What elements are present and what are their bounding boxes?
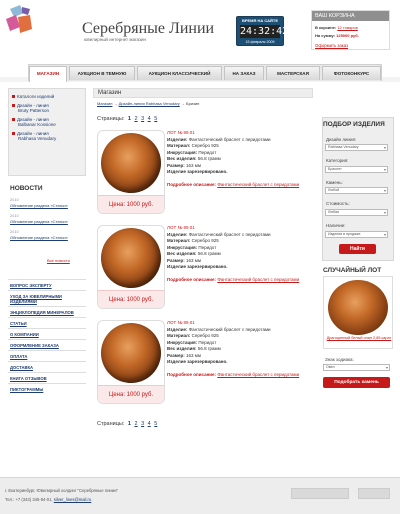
product-card[interactable] [97,320,165,404]
random-lot-link[interactable]: Драгоценный белый опал 2,85 карат [326,336,392,340]
filter-label: Стоимость: [326,201,350,206]
breadcrumb-line[interactable]: Дизайн-линия Rabhasa Venudary [118,101,180,106]
divider [8,317,86,318]
pager-link[interactable]: 2 [134,116,138,122]
weight-value: 56.8 грамм [197,251,221,256]
catalog-box [8,88,86,176]
material-value: Серебро 925 [191,333,219,338]
tab-classic-auction[interactable]: АУКЦИОН КЛАССИЧЕСКИЙ [137,66,222,80]
bullet-icon [12,104,15,107]
full-description-link[interactable]: Фантастический браслет с перидотами [217,276,300,282]
bullet-icon [12,132,15,135]
item-label: Изделие: [167,231,188,237]
full-description-link[interactable]: Фантастический браслет с перидотами [217,181,300,187]
menu-pictograms[interactable]: ПИКТОГРАММЫ [10,387,44,392]
sidebar-item-rabhasa-name[interactable]: Rabhasa Venudary [18,136,57,141]
menu-articles[interactable]: СТАТЬИ [10,321,27,326]
menu-delivery[interactable]: ДОСТАВКА [10,365,34,370]
sidebar-item-balbanar-name[interactable]: Balbanar Kossione [18,122,56,127]
pager-link[interactable]: 3 [141,116,145,122]
pick-stone-button[interactable]: Подобрать камень [323,377,390,388]
category-select[interactable]: Браслет ▾ [325,166,388,173]
cart-sum-label: На сумму: [315,33,335,38]
divider [8,328,86,329]
menu-about[interactable]: О КОМПАНИИ [10,332,39,337]
divider [8,372,86,373]
item-value: Фантастический браслет с перидотами [188,326,271,332]
price-select[interactable]: Любая ▾ [325,209,388,216]
reserved-note: Изделие зарезервировано. [167,359,228,364]
insert-label: Инкрустация: [167,339,198,345]
product-card[interactable] [97,130,165,214]
size-value: 163 мм [185,257,201,263]
news-link[interactable]: Обновление раздела «Статьи» [10,219,68,224]
weight-label: Вес изделия: [167,251,197,256]
menu-payment[interactable]: ОПЛАТА [10,354,28,359]
size-value: 163 мм [185,162,201,168]
filter-label: Наличие: [326,223,346,228]
material-label: Материал: [167,333,191,338]
pager-label: Страницы: [97,421,125,427]
footer-email-link[interactable]: silver_lines@mail.ru [53,497,92,502]
availability-select[interactable]: Изделия в продаже ▾ [325,231,388,238]
insert-value: Перидот [198,149,217,155]
weight-label: Вес изделия: [167,156,197,161]
item-label: Изделие: [167,326,188,332]
pager-top [97,116,157,122]
news-date: 24.10 [10,198,19,202]
clock-time: 24:32:42 [240,26,289,37]
filter-title: ПОДБОР ИЗДЕЛИЯ [323,121,385,128]
weight-value: 56.8 грамм [197,156,221,161]
news-link[interactable]: Обновление раздела «Статьи» [10,235,68,240]
product-image[interactable] [101,228,161,288]
reserved-note: Изделие зарезервировано. [167,264,228,269]
news-date: 24.10 [10,214,19,218]
site-clock [236,16,289,46]
sidebar-item-bruty[interactable]: Дизайн - линия [12,103,49,109]
full-description-link[interactable]: Фантастический браслет с перидотами [217,371,300,377]
divider [8,290,86,291]
page-title: Магазин [93,88,313,98]
chevron-down-icon: ▾ [383,145,386,150]
size-label: Размер: [167,162,185,168]
sidebar-item-rabhasa[interactable]: Дизайн - линия [12,131,49,137]
divider [8,350,86,351]
tab-photo-contest[interactable]: ФОТОКОНКУРС [322,66,381,80]
divider [8,279,86,280]
pager-link[interactable]: 5 [154,421,158,427]
stone-select[interactable]: Любой ▾ [325,187,388,194]
filter-label: Камень: [326,180,343,185]
size-value: 163 мм [185,352,201,358]
product-price: Цена: 1000 руб. [98,195,164,213]
cart-items-label: В корзине: [315,25,337,30]
menu-reviews[interactable]: КНИГА ОТЗЫВОВ [10,376,47,381]
pager-link[interactable]: 4 [147,421,151,427]
tab-workshop[interactable]: МАСТЕРСКАЯ [266,66,320,80]
cart-sum-value: 125000 руб. [336,33,359,38]
counter-badge[interactable] [358,488,390,499]
menu-jewelry-care[interactable]: УХОД ЗА ЮВЕЛИРНЫМИ [10,294,62,299]
news-date: 24.10 [10,230,19,234]
pager-bottom [97,421,157,427]
product-info [167,225,317,282]
logo-icon[interactable] [6,5,32,35]
product-price: Цена: 1000 руб. [98,290,164,308]
weight-value: 56.8 грамм [197,346,221,351]
pager-label: Страницы: [97,116,125,122]
footer-address: г. Екатеринбург, Ювелирный холдинг "Серебряные линии" [5,488,119,493]
insert-label: Инкрустация: [167,149,198,155]
insert-value: Перидот [198,244,217,250]
breadcrumb-arrow-icon: → [180,101,185,106]
checkout-link[interactable]: Оформить заказ [315,43,349,48]
cart-items-line [315,25,358,30]
weight-label: Вес изделия: [167,346,197,351]
item-label: Изделие: [167,136,188,142]
chevron-down-icon: ▾ [383,188,386,193]
chevron-down-icon: ▾ [383,232,386,237]
zodiac-select[interactable]: Овен ▾ [323,364,390,371]
material-value: Серебро 925 [191,238,219,243]
bullet-icon [12,95,15,98]
news-title: НОВОСТИ [10,185,43,192]
cart-sum-line [315,33,359,38]
random-lot-image[interactable] [328,280,388,335]
pager-link[interactable]: 5 [154,116,158,122]
item-value: Фантастический браслет с перидотами [188,231,271,237]
product-lot[interactable]: ЛОТ № 89.01 [167,320,195,325]
full-label: Подробное описание: [167,371,217,377]
full-label: Подробное описание: [167,276,217,282]
find-button[interactable]: Найти [339,244,376,254]
divider [8,339,86,340]
zodiac-label: Знак зодиака: [325,357,354,362]
news-link[interactable]: Обновление раздела «Статьи» [10,203,68,208]
menu-ask-expert[interactable]: ВОПРОС ЭКСПЕРТУ [10,283,52,288]
size-label: Размер: [167,352,185,358]
tab-custom-order[interactable]: НА ЗАКАЗ [224,66,264,80]
divider [8,383,86,384]
filter-label: Дизайн линия: [326,137,357,142]
product-info [167,320,317,377]
clock-date: 15 февраля 2009 [245,40,275,44]
pager-link[interactable]: 3 [141,421,145,427]
insert-label: Инкрустация: [167,244,198,250]
product-image[interactable] [101,133,161,193]
sidebar-item-bruty-name[interactable]: Bruty Patterson [18,108,50,113]
divider [8,306,86,307]
all-news-link[interactable]: Все новости [47,258,70,263]
site-subtitle: ювелирный интернет магазин [84,37,147,42]
breadcrumb-shop[interactable]: Магазин [97,101,113,106]
cart-box [311,10,390,50]
chevron-down-icon: ▾ [383,167,386,172]
breadcrumb-arrow-icon: → [113,101,118,106]
full-label: Подробное описание: [167,181,217,187]
product-price: Цена: 1000 руб. [98,385,164,403]
menu-jewelry-care-2[interactable]: ИЗДЕЛИЯМИ [10,299,37,304]
bullet-icon [12,118,15,121]
pager-current: 1 [127,116,131,122]
random-lot-title: СЛУЧАЙНЫЙ ЛОТ [323,267,382,274]
material-label: Материал: [167,238,191,243]
product-info [167,130,317,187]
sidebar-item-catalogs[interactable]: Каталоги изделий [12,94,54,100]
footer-phone: Тел.: +7 (343) 345-84-01, [5,497,53,502]
random-lot-box [323,276,393,349]
product-image[interactable] [101,323,161,383]
item-value: Фантастический браслет с перидотами [188,136,271,142]
divider [8,361,86,362]
chevron-down-icon: ▾ [385,365,388,370]
insert-value: Перидот [198,339,217,345]
material-value: Серебро 925 [191,143,219,148]
cart-title: ВАШ КОРЗИНА [312,11,389,21]
design-line-select[interactable]: Rabhasa Venudary ▾ [325,144,388,151]
tab-shop[interactable]: МАГАЗИН [29,66,67,82]
menu-encyclopedia[interactable]: ЭНЦИКЛОПЕДИЯ МИНЕРАЛОВ [10,310,74,315]
pager-link[interactable]: 4 [147,116,151,122]
breadcrumb [97,101,199,106]
product-lot[interactable]: ЛОТ № 89.01 [167,130,195,135]
breadcrumb-current: Бризин [186,101,200,106]
tab-blind-auction[interactable]: АУКЦИОН В ТЕМНУЮ [69,66,135,80]
filter-label: Категория: [326,158,349,163]
pager-link[interactable]: 2 [134,421,138,427]
pager-current: 1 [127,421,131,427]
menu-ordering[interactable]: ОФОРМЛЕНИЕ ЗАКАЗА [10,343,59,348]
cart-items-link[interactable]: 12 товаров [337,25,358,30]
sidebar-item-balbanar[interactable]: Дизайн - линия [12,117,49,123]
product-card[interactable] [97,225,165,309]
product-lot[interactable]: ЛОТ № 89.01 [167,225,195,230]
reserved-note: Изделие зарезервировано. [167,169,228,174]
material-label: Материал: [167,143,191,148]
size-label: Размер: [167,257,185,263]
chevron-down-icon: ▾ [383,210,386,215]
clock-label: ВРЕМЯ НА САЙТЕ [241,18,279,23]
footer-contacts [5,497,91,502]
site-title[interactable]: Серебряные Линии [82,20,215,37]
counter-badge[interactable] [291,488,349,499]
